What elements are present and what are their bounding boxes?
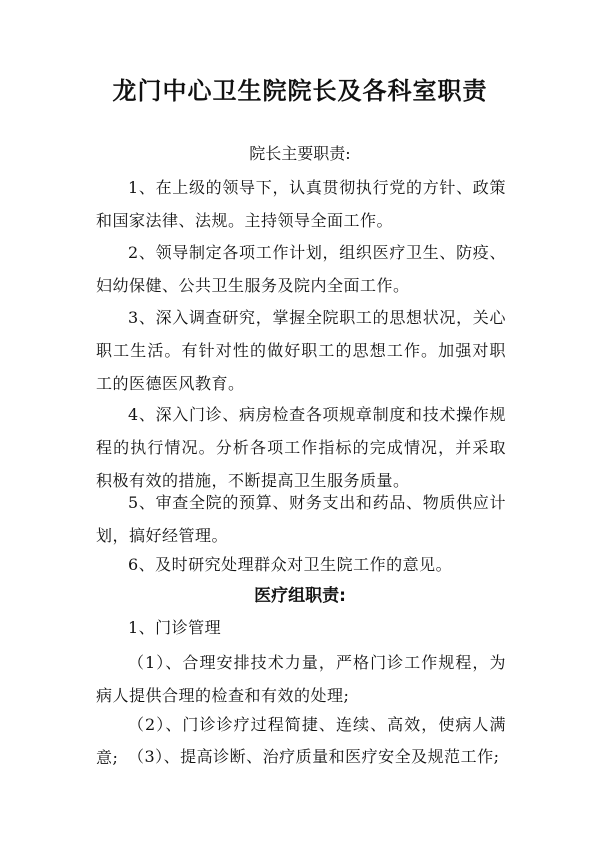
director-duty-item-4: 4、深入门诊、病房检查各项规章制度和技术操作规程的执行情况。分析各项工作指标的完成情况，并采取积极有效的措施，不断提高卫生服务质量。 <box>96 405 506 490</box>
medical-group-duties-heading: 医疗组职责: <box>254 586 346 606</box>
director-duty-item-1: 1、在上级的领导下，认真贯彻执行党的方针、政策和国家法律、法规。主持领导全面工作。 <box>96 178 506 230</box>
outpatient-management-heading: 1、门诊管理 <box>128 618 222 637</box>
document-title: 龙门中心卫生院院长及各科室职责 <box>112 77 488 105</box>
director-duty-item-5: 5、审查全院的预算、财务支出和药品、物质供应计划，搞好经管理。 <box>96 493 506 545</box>
director-duty-item-3: 3、深入调查研究，掌握全院职工的思想状况，关心职工生活。有针对性的做好职工的思想工作。加强对职工的医德医风教育。 <box>96 308 506 393</box>
medical-duty-item-1: （1）、合理安排技术力量，严格门诊工作规程，为病人提供合理的检查和有效的处理; <box>96 653 506 705</box>
director-duty-item-2: 2、领导制定各项工作计划，组织医疗卫生、防疫、妇幼保健、公共卫生服务及院内全面工作。 <box>96 243 506 295</box>
medical-duty-item-2: （2）、门诊诊疗过程简捷、连续、高效，使病人满意; <box>96 715 506 767</box>
director-duty-item-6: 6、及时研究处理群众对卫生院工作的意见。 <box>128 555 453 574</box>
director-duties-heading: 院长主要职责: <box>249 144 351 163</box>
medical-duty-item-3: （3）、提高诊断、治疗质量和医疗安全及规范工作; <box>128 747 500 766</box>
